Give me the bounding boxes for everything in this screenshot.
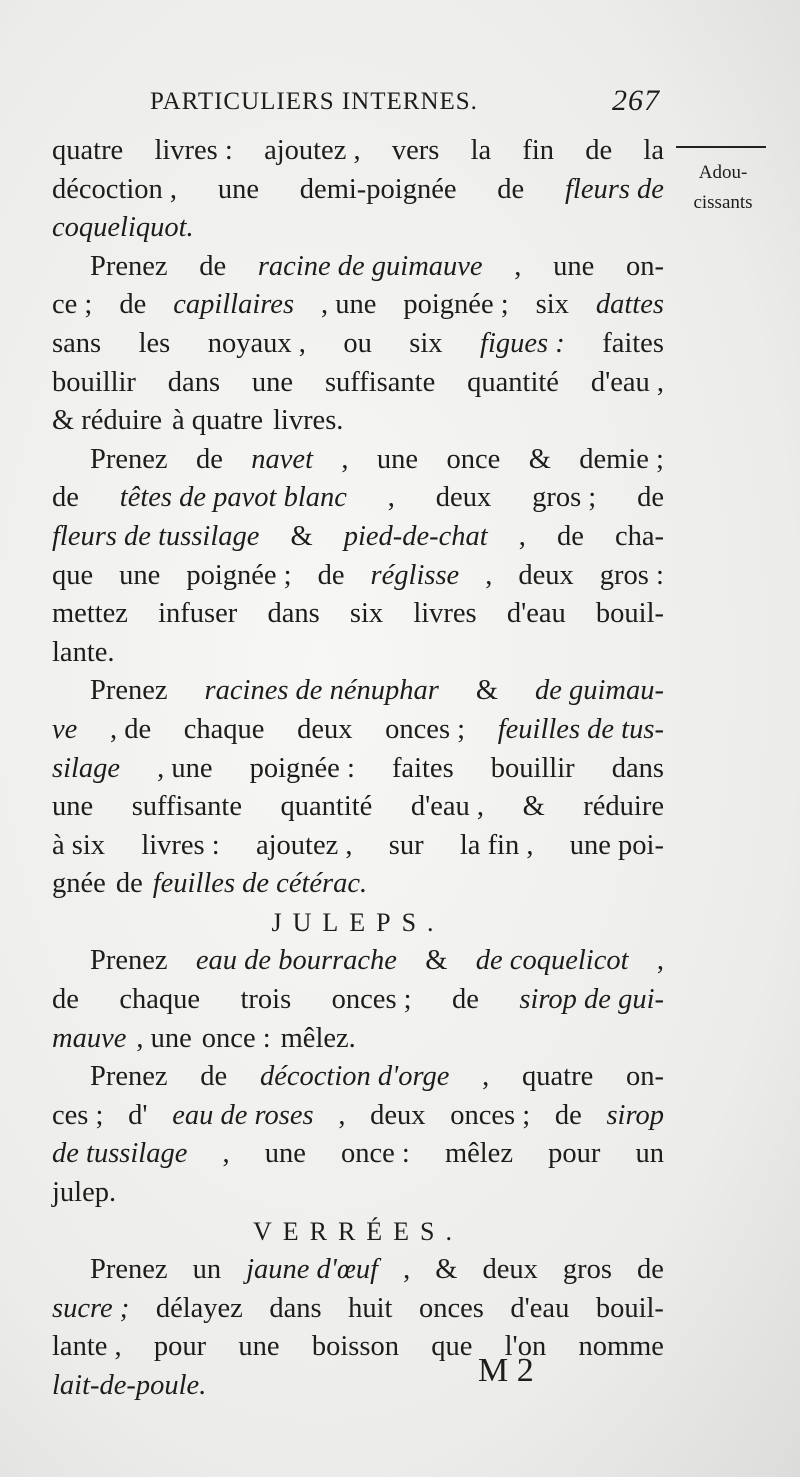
word: fin: [522, 135, 555, 166]
text-line: [52, 1020, 664, 1059]
word: ces ;: [52, 1099, 104, 1131]
word: onces: [418, 1292, 484, 1324]
marginal-rule: [676, 146, 766, 148]
text-line: [52, 1097, 664, 1136]
word: sucre ;: [52, 1292, 130, 1324]
word: que: [52, 559, 94, 591]
word: la fin ,: [459, 829, 534, 861]
word: onces ;: [450, 1099, 531, 1131]
word: ,: [518, 520, 526, 552]
word: l'on: [504, 1331, 547, 1363]
word: de: [585, 135, 613, 166]
word: que: [431, 1331, 473, 1363]
word: once: [446, 443, 501, 475]
text-line: [52, 1328, 664, 1367]
word: mettez: [52, 598, 128, 630]
word: noyaux ,: [207, 327, 306, 359]
word: chaque: [183, 713, 265, 745]
word: gnée: [52, 868, 106, 900]
word: ,: [341, 443, 349, 475]
word: mêlez: [444, 1138, 513, 1170]
word: une poi-: [569, 829, 664, 861]
marginal-note-line1: Adou-: [698, 162, 748, 183]
word: dans: [267, 598, 320, 630]
word: d'eau ,: [410, 791, 485, 823]
signature-mark: M 2: [478, 1352, 534, 1389]
text-line: [52, 595, 664, 634]
word: ajoutez ,: [264, 135, 361, 166]
word: dans: [611, 752, 664, 784]
word: , une: [321, 289, 377, 321]
word: mauve: [52, 1022, 127, 1054]
word: &: [435, 1254, 458, 1286]
word: vers: [391, 135, 440, 166]
word: ve: [52, 713, 78, 745]
section-heading: VERRÉES.: [252, 1216, 464, 1246]
text-line: [52, 942, 664, 981]
word: onces ;: [385, 713, 466, 745]
text-line: [52, 981, 664, 1020]
word: suffisante: [324, 366, 436, 398]
text-line: [52, 672, 664, 711]
word: infuser: [158, 598, 238, 630]
text-line: [52, 402, 664, 441]
word: de: [115, 868, 143, 900]
word: six: [535, 289, 569, 321]
word: navet: [251, 443, 313, 475]
word: demi-poignée: [299, 173, 457, 205]
word: , de: [109, 713, 152, 745]
word: de coquelicot: [475, 945, 629, 977]
word: once :: [340, 1138, 410, 1170]
word: deux: [518, 559, 574, 591]
word: de: [200, 1061, 228, 1093]
word: pour: [548, 1138, 601, 1170]
running-header: [150, 84, 660, 128]
word: de: [52, 482, 79, 514]
word: d'eau ,: [590, 366, 664, 398]
page-number: 267: [612, 84, 660, 117]
word: pied-de-chat: [343, 520, 488, 552]
word: bouillir: [52, 366, 136, 398]
word: onces ;: [331, 984, 412, 1016]
word: les: [138, 327, 171, 359]
word: sans: [52, 327, 102, 359]
word: &: [528, 443, 551, 475]
word: faites: [602, 327, 664, 359]
text-line: [52, 132, 664, 171]
word: livres :: [154, 135, 233, 166]
text-line: [52, 209, 664, 248]
word: de: [119, 289, 147, 321]
word: une: [238, 1331, 280, 1363]
word: &: [425, 945, 448, 977]
word: ajoutez ,: [255, 829, 353, 861]
word: dans: [269, 1292, 322, 1324]
text-line: [52, 634, 664, 673]
text-line: [52, 1290, 664, 1329]
text-line: [52, 248, 664, 287]
word: Prenez: [90, 1061, 168, 1093]
text-line: [52, 325, 664, 364]
word: silage: [52, 752, 121, 784]
text-line: [52, 1251, 664, 1290]
word: une: [52, 791, 94, 823]
word: fleurs de tussilage: [52, 520, 260, 552]
word: suffisante: [131, 791, 242, 823]
word: on-: [626, 1061, 664, 1093]
word: dans: [167, 366, 221, 398]
word: ,: [485, 559, 493, 591]
text-line: [52, 711, 664, 750]
word: six: [349, 598, 384, 630]
word: boisson: [311, 1331, 399, 1363]
marginal-note: [668, 138, 778, 218]
word: de: [637, 482, 664, 514]
word: ,: [222, 1138, 230, 1170]
word: lante ,: [52, 1331, 122, 1363]
word: & réduire: [52, 405, 162, 437]
word: quantité: [280, 791, 373, 823]
word: ,: [338, 1099, 346, 1131]
word: ce ;: [52, 289, 93, 321]
word: ,: [482, 1061, 490, 1093]
word: têtes de pavot blanc: [119, 482, 347, 514]
word: sur: [388, 829, 424, 861]
word: on-: [625, 250, 664, 282]
word: pour: [153, 1331, 207, 1363]
word: faites: [391, 752, 454, 784]
word: la: [643, 135, 664, 166]
text-line: [52, 286, 664, 325]
word: fleurs de: [565, 173, 664, 205]
word: , une: [136, 1022, 192, 1054]
word: eau de bourrache: [195, 945, 397, 977]
word: de: [452, 984, 479, 1016]
word: quatre: [522, 1061, 594, 1093]
word: une: [264, 1138, 306, 1170]
text-line: [52, 865, 664, 904]
word: jaune d'œuf: [246, 1254, 379, 1286]
text-line: [52, 557, 664, 596]
word: une: [376, 443, 419, 475]
word: de: [195, 443, 223, 475]
text-line: [52, 1367, 664, 1406]
word: lante.: [52, 636, 115, 668]
word: de: [497, 173, 525, 205]
word: de: [317, 559, 345, 591]
text-line: [52, 441, 664, 480]
word: ,: [656, 945, 664, 977]
word: deux: [482, 1254, 538, 1286]
word: &: [475, 675, 498, 707]
word: livres: [413, 598, 477, 630]
word: une: [217, 173, 259, 205]
text-line: [52, 364, 664, 403]
word: ,: [514, 250, 522, 282]
text-line: [52, 1174, 664, 1213]
word: ou: [343, 327, 372, 359]
word: réduire: [583, 791, 664, 823]
word: feuilles de cétérac.: [152, 868, 368, 900]
word: chaque: [119, 984, 201, 1016]
word: coqueliquot.: [52, 212, 194, 244]
word: une: [553, 250, 595, 282]
word: la: [470, 135, 492, 166]
word: décoction d'orge: [259, 1061, 450, 1093]
word: de: [556, 520, 584, 552]
word: bouil-: [595, 598, 664, 630]
word: réglisse: [370, 559, 460, 591]
word: à six: [52, 829, 106, 861]
text-line: [52, 479, 664, 518]
marginal-note-line2: cissants: [693, 192, 753, 213]
word: Prenez: [90, 250, 168, 282]
text-line: [52, 171, 664, 210]
word: poignée ;: [186, 559, 292, 591]
word: une: [119, 559, 161, 591]
word: gros: [562, 1254, 612, 1286]
word: Prenez: [90, 443, 168, 475]
word: de: [199, 250, 227, 282]
word: sirop: [606, 1099, 664, 1131]
word: de: [52, 984, 79, 1016]
word: cha-: [614, 520, 664, 552]
word: racine de guimauve: [257, 250, 483, 282]
word: figues :: [480, 327, 565, 359]
word: d'eau: [510, 1292, 570, 1324]
word: trois: [240, 984, 292, 1016]
word: bouillir: [490, 752, 575, 784]
word: quantité: [467, 366, 559, 398]
word: un: [635, 1138, 664, 1170]
text-body: [52, 132, 664, 1406]
word: un: [192, 1254, 222, 1286]
text-line: [52, 827, 664, 866]
word: once :: [201, 1022, 271, 1054]
word: quatre: [52, 135, 124, 166]
word: Prenez: [90, 675, 168, 707]
word: huit: [348, 1292, 393, 1324]
word: livres.: [272, 405, 344, 437]
text-line: [52, 1135, 664, 1174]
word: deux: [297, 713, 353, 745]
word: à quatre: [172, 405, 263, 437]
word: de: [637, 1254, 664, 1286]
word: de: [554, 1099, 582, 1131]
word: racines de nénuphar: [204, 675, 439, 707]
word: gros ;: [532, 482, 597, 514]
word: capillaires: [173, 289, 295, 321]
word: ,: [403, 1254, 411, 1286]
word: , une: [157, 752, 213, 784]
word: Prenez: [90, 945, 168, 977]
word: &: [522, 791, 545, 823]
word: gros :: [599, 559, 664, 591]
word: mêlez.: [280, 1022, 356, 1054]
word: d': [128, 1099, 148, 1131]
word: eau de roses: [172, 1099, 314, 1131]
word: ,: [387, 482, 395, 514]
header-title: PARTICULIERS INTERNES.: [150, 88, 478, 115]
word: julep.: [52, 1177, 117, 1209]
word: poignée ;: [403, 289, 509, 321]
text-line: [52, 1058, 664, 1097]
section-heading: JULEPS.: [271, 907, 445, 937]
word: une: [251, 366, 294, 398]
word: décoction ,: [52, 173, 178, 205]
text-line: [52, 518, 664, 557]
word: sirop de gui-: [519, 984, 664, 1016]
word: lait-de-poule.: [52, 1370, 207, 1401]
word: dattes: [595, 289, 664, 321]
word: deux: [370, 1099, 426, 1131]
word: six: [409, 327, 443, 359]
word: de tussilage: [52, 1138, 188, 1170]
word: poignée :: [249, 752, 355, 784]
word: nomme: [578, 1331, 664, 1363]
word: livres :: [141, 829, 220, 861]
word: &: [290, 520, 313, 552]
word: feuilles de tus-: [497, 713, 664, 745]
word: délayez: [155, 1292, 243, 1324]
word: Prenez: [90, 1254, 168, 1286]
word: de guimau-: [534, 675, 664, 707]
word: bouil-: [595, 1292, 664, 1324]
text-line: [52, 750, 664, 789]
word: demie ;: [579, 443, 664, 475]
text-line: [52, 788, 664, 827]
word: d'eau: [506, 598, 566, 630]
word: deux: [435, 482, 492, 514]
